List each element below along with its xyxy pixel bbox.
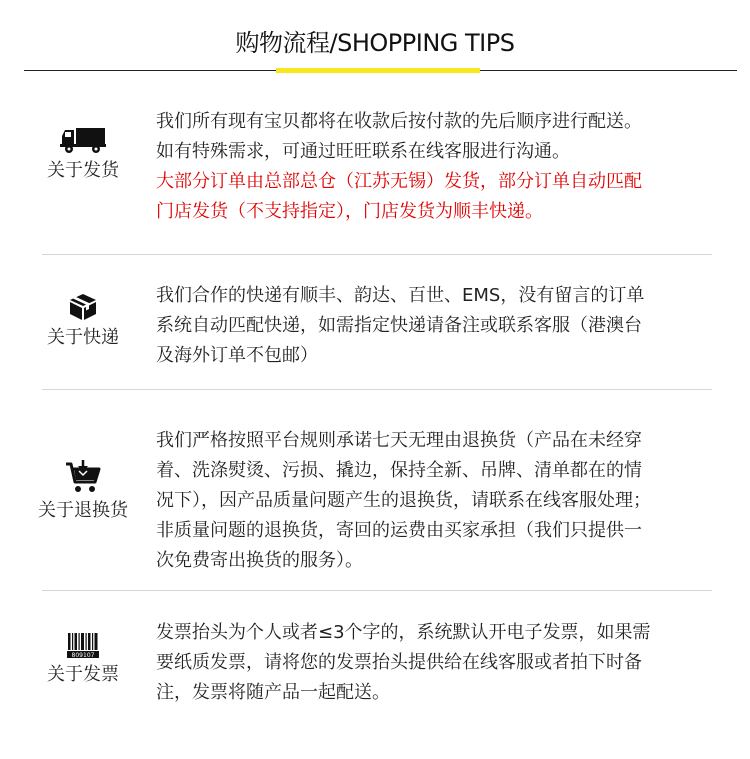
text-line: 我们严格按照平台规则承诺七天无理由退换货（产品在未经穿 (156, 430, 642, 451)
section-label: 关于快递 (47, 327, 119, 348)
text-line: 要纸质发票，请将您的发票抬头提供给在线客服或者拍下时备 (156, 652, 642, 673)
invoice-text (156, 618, 726, 708)
shipping-label-group (24, 126, 142, 182)
text-line: 及海外订单不包邮） (156, 345, 318, 366)
text-line: 注，发票将随产品一起配送。 (156, 682, 390, 703)
header (0, 0, 750, 78)
package-icon (68, 293, 98, 321)
cart-return-icon (65, 458, 101, 494)
courier-label-group (24, 293, 142, 349)
text-line: 系统自动匹配快递，如需指定快递请备注或联系客服（港澳台 (156, 315, 642, 336)
highlight-line: 大部分订单由总部总仓（江苏无锡）发货，部分订单自动匹配 (156, 171, 642, 192)
barcode-icon (67, 632, 99, 658)
section-label: 关于发票 (47, 664, 119, 685)
truck-icon (60, 126, 106, 154)
header-accent-bar (276, 68, 480, 73)
section-divider (42, 590, 712, 591)
section-label: 关于发货 (47, 160, 119, 181)
page-title: 购物流程/SHOPPING TIPS (235, 29, 515, 57)
highlight-line: 门店发货（不支持指定），门店发货为顺丰快递。 (156, 201, 543, 222)
section-label: 关于退换货 (38, 500, 128, 521)
shipping-text (156, 107, 726, 227)
courier-text (156, 281, 726, 371)
barcode-number: 809107 (71, 652, 95, 658)
text-line: 发票抬头为个人或者≤3个字的，系统默认开电子发票，如果需 (156, 622, 651, 643)
text-line: 我们合作的快递有顺丰、韵达、百世、EMS，没有留言的订单 (156, 285, 645, 306)
text-line: 次免费寄出换货的服务）。 (156, 550, 363, 571)
section-divider (42, 389, 712, 390)
text-line: 非质量问题的退换货，寄回的运费由买家承担（我们只提供一 (156, 520, 642, 541)
text-line: 如有特殊需求，可通过旺旺联系在线客服进行沟通。 (156, 141, 570, 162)
section-divider (42, 254, 712, 255)
returns-text (156, 426, 726, 576)
text-line: 着、洗涤熨烫、污损、撬边，保持全新、吊牌、清单都在的情 (156, 460, 642, 481)
text-line: 况下），因产品质量问题产生的退换货，请联系在线客服处理； (156, 490, 651, 511)
invoice-label-group (24, 632, 142, 686)
returns-label-group (24, 458, 142, 522)
text-line: 我们所有现有宝贝都将在收款后按付款的先后顺序进行配送。 (156, 111, 642, 132)
